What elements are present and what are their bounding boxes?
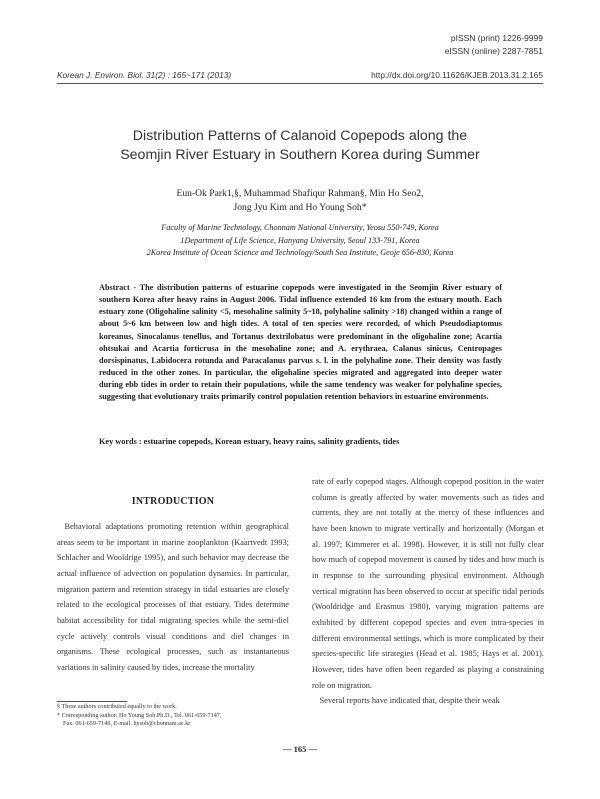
left-column bbox=[57, 519, 289, 676]
right-column bbox=[312, 474, 544, 709]
paragraph: Several reports have indicated that, despite their weak bbox=[319, 696, 500, 706]
footnote-contact: Fax. 061-659-7149, E-mail. hysoh@chonnam.ac.kr bbox=[63, 720, 191, 728]
paper-title bbox=[60, 127, 540, 165]
paragraph: Behavioral adaptations promoting retention within geographical areas seem to be important in marine zooplankton (Kaartvedt 1993; Schlacher and Wooldrige 1995), and such behavior may decrease the actual influence of advection on population dynamics. In particular, migration pattern and retention strategy in tidal estuaries are closely related to the ecological processes of that estuary. Tides determine habitat accessibility for tidal migrating species while the semi-diel cycle actively controls visual conditions and diel changes in organisms. These ecological processes, such as instantaneous variations in salinity caused by tides, increase the mortality bbox=[57, 522, 289, 672]
issn-online: eISSN (online) 2287-7851 bbox=[444, 46, 543, 56]
title-line-1: Distribution Patterns of Calanoid Copepods along the bbox=[132, 128, 468, 144]
affiliation-1: 1Department of Life Science, Hanyang University, Seoul 133-791, Korea bbox=[180, 235, 420, 245]
title-line-2: Seomjin River Estuary in Southern Korea during Summer bbox=[120, 147, 480, 163]
journal-citation: Korean J. Environ. Biol. 31(2) : 165~171 (2013) bbox=[57, 70, 232, 80]
keywords: Key words : estuarine copepods, Korean estuary, heavy rains, salinity gradients, tides bbox=[99, 437, 400, 446]
footnote-equal-contribution: § These authors contributed equally to the work. bbox=[57, 703, 177, 710]
author-list bbox=[60, 187, 540, 215]
footnotes bbox=[57, 703, 297, 729]
footnote-corresponding-author: * Corresponding author: Ho Young Soh Ph.D., Tel. 061-659-7147, bbox=[57, 711, 222, 719]
issn-block bbox=[445, 32, 543, 58]
header-rule bbox=[57, 83, 543, 84]
affiliations bbox=[60, 222, 540, 260]
affiliation-0: Faculty of Marine Technology, Chonnam National University, Yeosu 550-749, Korea bbox=[161, 223, 439, 232]
issn-print: pISSN (print) 1226-9999 bbox=[450, 33, 543, 43]
footnote-rule bbox=[57, 701, 127, 702]
paragraph: rate of early copepod stages. Although copepod position in the water column is greatly affected by water movements such as tides and currents, they are not totally at the mercy of these influences and have been known to migrate vertically and horizontally (Morgan et al. 1997; Kimmerer et al. 1998). However, it is still not fully clear how much of copepod movement is caused by tides and how much is in response to the surrounding physical environment. Although vertical migration has been observed to occur at specific tidal periods (Wooldridge and Erasmus 1980), varying migration patterns are exhibited by different copepod species and even intra-species in different environmental settings, which is more complicated by their species-specific life strategies (Head et al. 1985; Hays et al. 2001). However, tides have often been regarded as playing a constraining role on migration. bbox=[312, 477, 544, 690]
affiliation-2: 2Korea Institute of Ocean Science and Technology/South Sea Institute, Geoje 656-830, Korea bbox=[146, 248, 454, 257]
abstract: Abstract - The distribution patterns of estuarine copepods were investigated in the Seomjin River estuary of southern Korea after heavy rains in August 2006. Tidal influence extended 16 km from the estuary mouth. Each estuary zone (Oligohaline salinity <5, mesohaline salinity 5~18, polyhaline salinity >18) changed within a range of about 5~6 km between low and high tides. A total of ten species were recorded, of which Pseudodiaptomus koreanus, Sinocalanus tenellus, and Tortanus dextrilobatus were predominant in the oligohaline zone; Acartia ohtsukai and Acartia forticrusa in the mesohaline zone; and A. erythraea, Calanus sinicus, Centropages dorsispinatus, Labidocera rotunda and Paracalanus parvus s. l. in the polyhaline zone. Their density was fastly reduced in the other zones. In particular, the oligohaline species migrated and aggregated into deeper water during ebb tides in order to retain their populations, while the same tendency was weaker for polyhaline species, suggesting that evolutionary traits primarily control population retention behaviors in estuarine environments. bbox=[99, 283, 502, 402]
page-number: — 165 — bbox=[283, 744, 317, 754]
section-heading-introduction: INTRODUCTION bbox=[131, 496, 215, 507]
authors-line-1: Eun-Ok Park1,§, Muhammad Shafiqur Rahman§, Min Ho Seo2, bbox=[176, 188, 424, 199]
authors-line-2: Jong Jyu Kim and Ho Young Soh* bbox=[233, 202, 367, 213]
doi-link[interactable]: http://dx.doi.org/10.11626/KJEB.2013.31.2.165 bbox=[371, 70, 543, 80]
running-head bbox=[57, 70, 543, 82]
